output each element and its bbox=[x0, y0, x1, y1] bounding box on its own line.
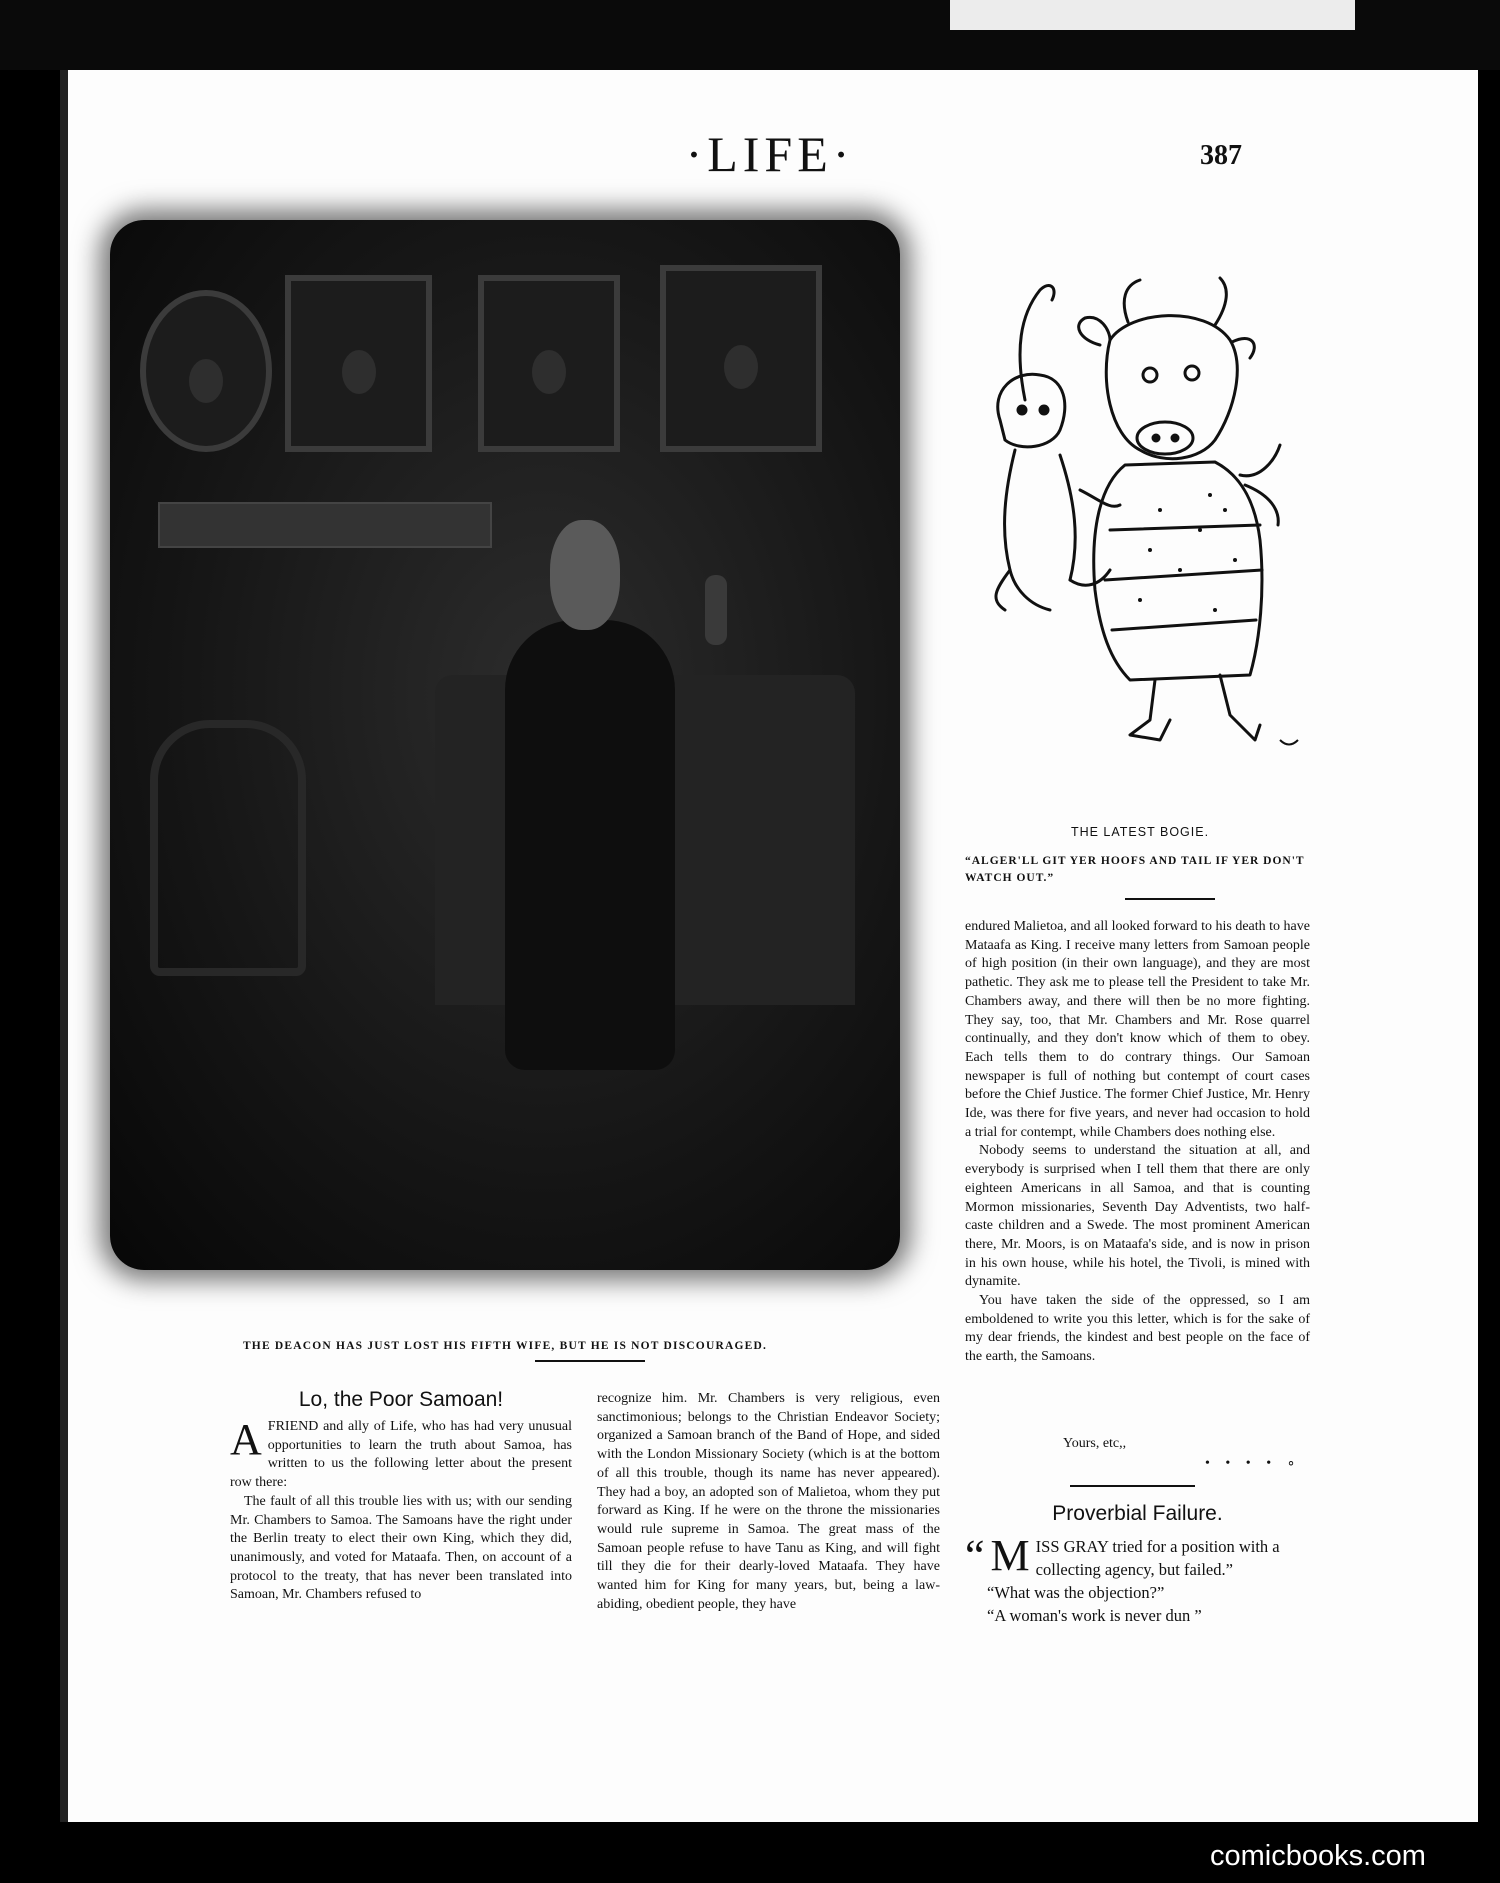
deacon-photograph bbox=[110, 220, 900, 1270]
photo-caption: THE DEACON HAS JUST LOST HIS FIFTH WIFE, BUT HE IS NOT DISCOURAGED. bbox=[242, 1340, 768, 1352]
article-paragraph: You have taken the side of the oppressed, so I am emboldened to write you this letter, which is for the sake of my dear friends, the kindest and best people on the face of the earth, the Samoans. bbox=[965, 1293, 1310, 1365]
proverb-headline: Proverbial Failure. bbox=[1052, 1502, 1223, 1525]
section-dots: • • • • ∘ bbox=[1205, 1456, 1302, 1471]
proverb-line: “A woman's work is never dun ” bbox=[987, 1606, 1202, 1625]
article-paragraph: Nobody seems to understand the situation at all, and everybody is surprised when I tell them that there are only eighteen Americans in all Samoa, and that is counting Mormon missionaries, Seventh Day Adventists, two half-caste children and a Swede. The most prominent American there, Mr. Moors, is on Mataafa's side, and is now in prison in his own house, while his hotel, the Tivoli, is mined with dynamite. bbox=[965, 1143, 1310, 1290]
article-column-3 bbox=[965, 918, 1310, 1367]
article-paragraph: endured Malietoa, and all looked forward to his death to have Mataafa as King. I receive many letters from Samoan people of high position (in their own language), and they are most pathetic. They ask me to please tell the President to take Mr. Chambers away, and there will then be no more fighting. They say, too, that Mr. Chambers and Mr. Rose quarrel continually, and they don't know which of them to obey. Each tells them to do contrary things. Our Samoan newspaper is full of nothing but contempt of court cases before the Chief Justice. The former Chief Justice, Mr. Henry Ide, was there for five years, and never had occasion to hold a trial for contempt, while Chambers does nothing else. bbox=[965, 919, 1310, 1140]
letter-signoff: Yours, etc,, bbox=[1063, 1436, 1127, 1451]
masthead: ·LIFE· bbox=[685, 126, 855, 182]
article-paragraph: The fault of all this trouble lies with us; with our sending Mr. Chambers to Samoa. The Samoans have the right under the Berlin treaty to elect their own King, which they did, unanimously, and voted for Mataafa. Then, on account of a protocol to the treaty, that has never been translated into Samoan, Mr. Chambers refused to bbox=[230, 1493, 572, 1603]
proverb-open-quote: “ bbox=[965, 1531, 985, 1580]
lamp bbox=[705, 575, 727, 645]
article-headline: Lo, the Poor Samoan! bbox=[298, 1388, 504, 1411]
deacon-figure bbox=[505, 620, 675, 1070]
portrait-frame-oval bbox=[140, 290, 272, 452]
portrait-frame-center bbox=[478, 275, 620, 452]
portrait-frame-right bbox=[660, 265, 822, 452]
proverb-rule bbox=[1070, 1485, 1195, 1487]
proverb-text bbox=[965, 1531, 1310, 1627]
page-spine bbox=[60, 70, 68, 1822]
chair bbox=[150, 720, 306, 976]
deacon-head bbox=[550, 520, 620, 630]
scan-top-sheet bbox=[950, 0, 1355, 30]
cartoon-rule bbox=[1125, 898, 1215, 900]
article-dropcap: A bbox=[230, 1415, 262, 1464]
article-column-2 bbox=[597, 1390, 940, 1614]
article-column-1 bbox=[230, 1415, 572, 1605]
article-paragraph: FRIEND and ally of Life, who has had very unusual opportunities to learn the truth about Samoa, has written to us the following letter about the present row there: bbox=[230, 1419, 572, 1491]
caption-rule bbox=[535, 1360, 645, 1362]
proverb-first-text: ISS GRAY tried for a position with a collecting agency, but failed.” bbox=[1035, 1537, 1280, 1579]
proverb-dropcap: M bbox=[990, 1531, 1030, 1580]
cow-cartoon bbox=[960, 270, 1320, 760]
proverb-line: “What was the objection?” bbox=[987, 1583, 1165, 1602]
cartoon-caption: “ALGER'LL GIT YER HOOFS AND TAIL IF YER DON'T WATCH OUT.” bbox=[965, 855, 1305, 884]
portrait-frame-left bbox=[285, 275, 432, 452]
page-number: 387 bbox=[1200, 140, 1242, 171]
wall-motto-banner bbox=[158, 502, 492, 548]
proverb-first-line bbox=[965, 1531, 1310, 1581]
article-paragraph: recognize him. Mr. Chambers is very religious, even sanctimonious; belongs to the Christian Endeavor Society; organized a Samoan branch of the Band of Hope, and sided with the London Missionary Society (which is at the bottom of all this trouble, though its name has never appeared). They had a boy, an adopted son of Malietoa, whom they put forward as King. If he were on the throne the missionaries would rule supreme in Samoa. The great mass of the Samoan people refuse to have Tanu as King, and will fight till they die for their dearly-loved Mataafa. They have wanted him for King for many years, but, being a law-abiding, obedient people, they have bbox=[597, 1391, 940, 1612]
cartoon-title: THE LATEST BOGIE. bbox=[1070, 825, 1210, 839]
watermark: comicbooks.com bbox=[1210, 1840, 1426, 1872]
